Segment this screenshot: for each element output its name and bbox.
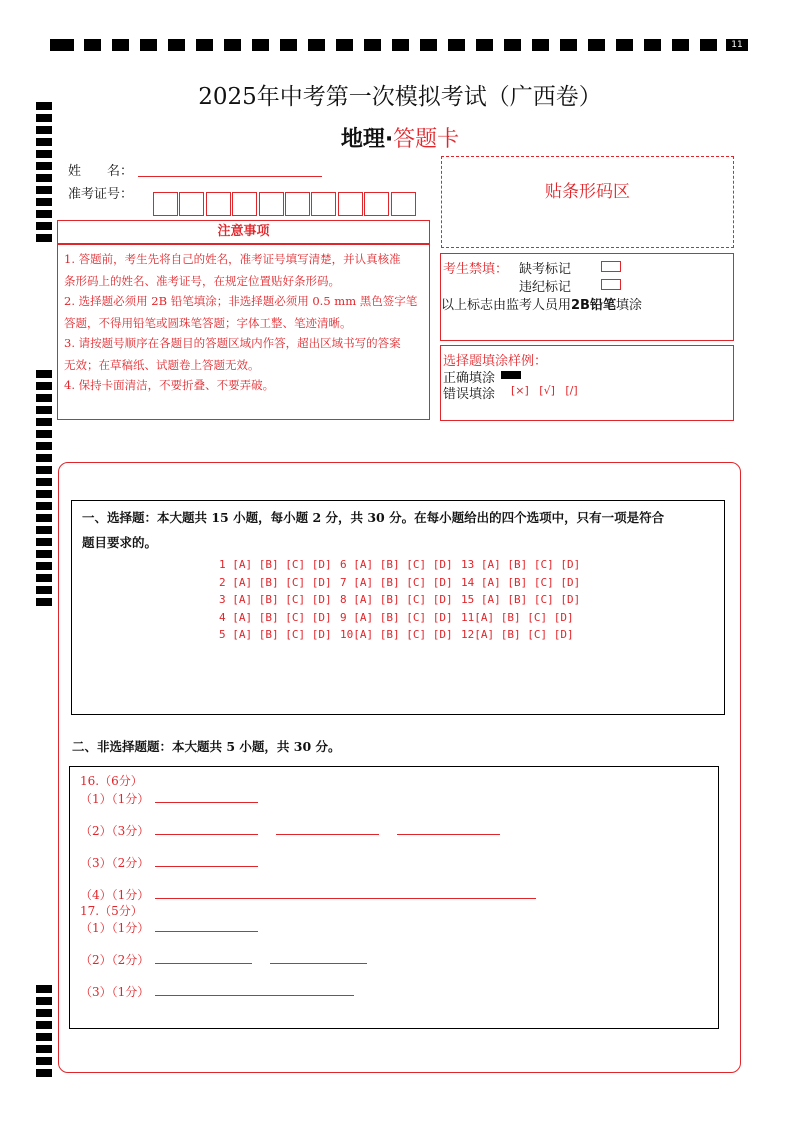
timing-mark <box>532 39 549 51</box>
timing-mark <box>36 550 52 558</box>
timing-mark <box>700 39 717 51</box>
timing-mark <box>36 997 52 1005</box>
timing-marks-top <box>50 39 750 51</box>
choice-question-row[interactable]: 7 [A] [B] [C] [D] <box>340 575 453 589</box>
barcode-label: 贴条形码区 <box>545 182 630 202</box>
proctor-note-bold: 2B铅笔 <box>571 298 616 313</box>
q16-part2-answer-c[interactable] <box>397 834 500 835</box>
q17-part3-answer[interactable] <box>155 995 354 996</box>
choice-section <box>71 500 725 715</box>
timing-mark <box>476 39 493 51</box>
timing-mark <box>36 1045 52 1053</box>
timing-mark <box>36 526 52 534</box>
q16-part3-answer[interactable] <box>155 866 258 867</box>
timing-mark <box>504 39 521 51</box>
choice-question-row[interactable]: 12[A] [B] [C] [D] <box>461 628 574 641</box>
notice-line-4: 答题，不得用铅笔或圆珠笔答题；字体工整、笔迹清晰。 <box>64 316 352 330</box>
id-digit-box[interactable] <box>259 192 284 216</box>
timing-mark <box>36 370 52 378</box>
name-field[interactable] <box>138 176 322 177</box>
timing-mark <box>140 39 157 51</box>
timing-mark <box>36 234 52 242</box>
timing-mark <box>36 406 52 414</box>
sample-label: 选择题填涂样例： <box>443 354 548 369</box>
card-label: 答题卡 <box>393 127 460 152</box>
choice-question-row[interactable]: 10[A] [B] [C] [D] <box>340 628 453 641</box>
id-digit-box[interactable] <box>364 192 389 216</box>
choice-question-row[interactable]: 14 [A] [B] [C] [D] <box>461 575 581 589</box>
correct-fill-label: 正确填涂 <box>443 371 496 386</box>
timing-mark <box>420 39 437 51</box>
notice-line-7: 4. 保持卡面清洁，不要折叠、不要弄破。 <box>64 378 275 392</box>
timing-mark <box>36 1057 52 1065</box>
timing-mark <box>336 39 353 51</box>
choice-question-row[interactable]: 4 [A] [B] [C] [D] <box>219 610 332 624</box>
notice-line-1: 1. 答题前，考生先将自己的姓名，准考证号填写清楚，并认真核准 <box>64 252 401 266</box>
timing-mark <box>448 39 465 51</box>
absent-mark-label: 缺考标记 <box>519 262 572 277</box>
timing-mark <box>36 562 52 570</box>
id-label: 准考证号： <box>68 187 134 202</box>
proctor-note-prefix: 以上标志由监考人员用 <box>441 298 572 313</box>
timing-mark <box>36 514 52 522</box>
id-digit-box[interactable] <box>206 192 231 216</box>
timing-mark <box>672 39 689 51</box>
notice-line-5: 3. 请按题号顺序在各题目的答题区域内作答，超出区域书写的答案 <box>64 336 401 350</box>
wrong-fill-label: 错误填涂 <box>443 387 496 402</box>
q17-part2-answer-b[interactable] <box>270 963 367 964</box>
timing-mark <box>280 39 297 51</box>
subject-label: 地理· <box>340 127 394 152</box>
id-digit-box[interactable] <box>285 192 310 216</box>
q17-part2-answer-a[interactable] <box>155 963 252 964</box>
violation-mark-box[interactable] <box>601 279 621 290</box>
timing-mark <box>36 210 52 218</box>
violation-mark-label: 违纪标记 <box>519 280 572 295</box>
timing-mark <box>36 174 52 182</box>
timing-mark <box>168 39 185 51</box>
proctor-label: 考生禁填： <box>443 262 509 277</box>
page-number: 11 <box>726 39 748 51</box>
timing-mark <box>36 394 52 402</box>
timing-mark <box>36 1009 52 1017</box>
section1-title-line2: 题目要求的。 <box>82 535 158 550</box>
q17-part2-label: （2）（2分） <box>80 953 150 967</box>
timing-mark <box>36 382 52 390</box>
q17-part3-label: （3）（1分） <box>80 985 150 999</box>
notice-line-6: 无效；在草稿纸、试题卷上答题无效。 <box>64 358 260 372</box>
q17-title: 17.（5分） <box>80 904 143 918</box>
choice-question-row[interactable]: 6 [A] [B] [C] [D] <box>340 558 453 571</box>
timing-mark <box>36 985 52 993</box>
absent-mark-box[interactable] <box>601 261 621 272</box>
q16-part4-answer[interactable] <box>155 898 536 899</box>
choice-question-row[interactable]: 3 [A] [B] [C] [D] <box>219 593 332 606</box>
exam-title: 2025年中考第一次模拟考试（广西卷） <box>198 84 602 110</box>
timing-mark <box>36 490 52 498</box>
timing-mark <box>560 39 577 51</box>
timing-mark <box>252 39 269 51</box>
id-digit-box[interactable] <box>311 192 336 216</box>
timing-mark <box>588 39 605 51</box>
choice-question-row[interactable]: 13 [A] [B] [C] [D] <box>461 558 581 571</box>
id-digit-box[interactable] <box>232 192 257 216</box>
q16-part2-answer-a[interactable] <box>155 834 258 835</box>
timing-mark <box>36 430 52 438</box>
id-digit-box[interactable] <box>179 192 204 216</box>
timing-mark <box>36 114 52 122</box>
timing-mark <box>84 39 101 51</box>
proctor-note <box>441 294 642 313</box>
q16-part3-label: （3）（2分） <box>80 856 150 870</box>
timing-mark <box>36 186 52 194</box>
timing-mark <box>36 418 52 426</box>
choice-question-row[interactable]: 8 [A] [B] [C] [D] <box>340 593 453 606</box>
choice-question-row[interactable]: 2 [A] [B] [C] [D] <box>219 575 332 589</box>
timing-mark <box>36 222 52 230</box>
timing-mark <box>36 478 52 486</box>
sample-box <box>440 345 734 421</box>
choice-question-row[interactable]: 1 [A] [B] [C] [D] <box>219 558 332 571</box>
timing-mark <box>36 1069 52 1077</box>
timing-mark <box>36 586 52 594</box>
id-digit-box[interactable] <box>338 192 363 216</box>
timing-mark <box>308 39 325 51</box>
q16-part2-answer-b[interactable] <box>276 834 379 835</box>
timing-mark <box>36 442 52 450</box>
id-digit-box[interactable] <box>391 192 416 216</box>
choice-question-row[interactable]: 11[A] [B] [C] [D] <box>461 610 574 624</box>
timing-mark <box>392 39 409 51</box>
barcode-area <box>441 156 734 248</box>
timing-mark <box>36 1033 52 1041</box>
proctor-box <box>440 253 734 341</box>
notice-heading: 注意事项 <box>57 220 430 244</box>
card-subtitle <box>0 122 800 153</box>
timing-mark <box>36 198 52 206</box>
section2-title: 二、非选择题题：本大题共 5 小题，共 30 分。 <box>72 739 341 754</box>
timing-mark <box>36 454 52 462</box>
choice-question-row[interactable]: 9 [A] [B] [C] [D] <box>340 610 453 624</box>
timing-mark <box>36 574 52 582</box>
timing-mark <box>644 39 661 51</box>
timing-mark <box>36 162 52 170</box>
timing-mark <box>196 39 213 51</box>
timing-mark <box>36 538 52 546</box>
timing-mark <box>616 39 633 51</box>
q16-part1-label: （1）（1分） <box>80 792 150 806</box>
correct-fill-sample <box>501 371 521 379</box>
name-label: 姓 名： <box>68 164 134 179</box>
q16-part2-label: （2）（3分） <box>80 824 150 838</box>
wrong-fill-samples: [×] [√] [/] <box>511 384 578 397</box>
q16-part4-label: （4）（1分） <box>80 888 150 902</box>
timing-mark <box>112 39 129 51</box>
timing-mark <box>36 466 52 474</box>
notice-line-3: 2. 选择题必须用 2B 铅笔填涂；非选择题必须用 0.5 mm 黑色签字笔 <box>64 294 418 308</box>
timing-mark <box>36 502 52 510</box>
choice-question-row[interactable]: 15 [A] [B] [C] [D] <box>461 593 581 606</box>
q17-part1-answer[interactable] <box>155 931 258 932</box>
q16-part1-answer[interactable] <box>155 802 258 803</box>
id-digit-box[interactable] <box>153 192 178 216</box>
q17-part1-label: （1）（1分） <box>80 921 150 935</box>
proctor-note-suffix: 填涂 <box>615 298 642 313</box>
timing-mark <box>224 39 241 51</box>
q16-title: 16.（6分） <box>80 774 143 788</box>
choice-question-row[interactable]: 5 [A] [B] [C] [D] <box>219 628 332 641</box>
timing-mark <box>50 39 74 51</box>
timing-mark <box>364 39 381 51</box>
notice-line-2: 条形码上的姓名、准考证号，在规定位置贴好条形码。 <box>64 274 340 288</box>
timing-mark <box>36 1021 52 1029</box>
section1-title-line1: 一、选择题：本大题共 15 小题，每小题 2 分，共 30 分。在每小题给出的四个选项中，只有一项是符合 <box>82 510 665 525</box>
timing-mark <box>36 598 52 606</box>
